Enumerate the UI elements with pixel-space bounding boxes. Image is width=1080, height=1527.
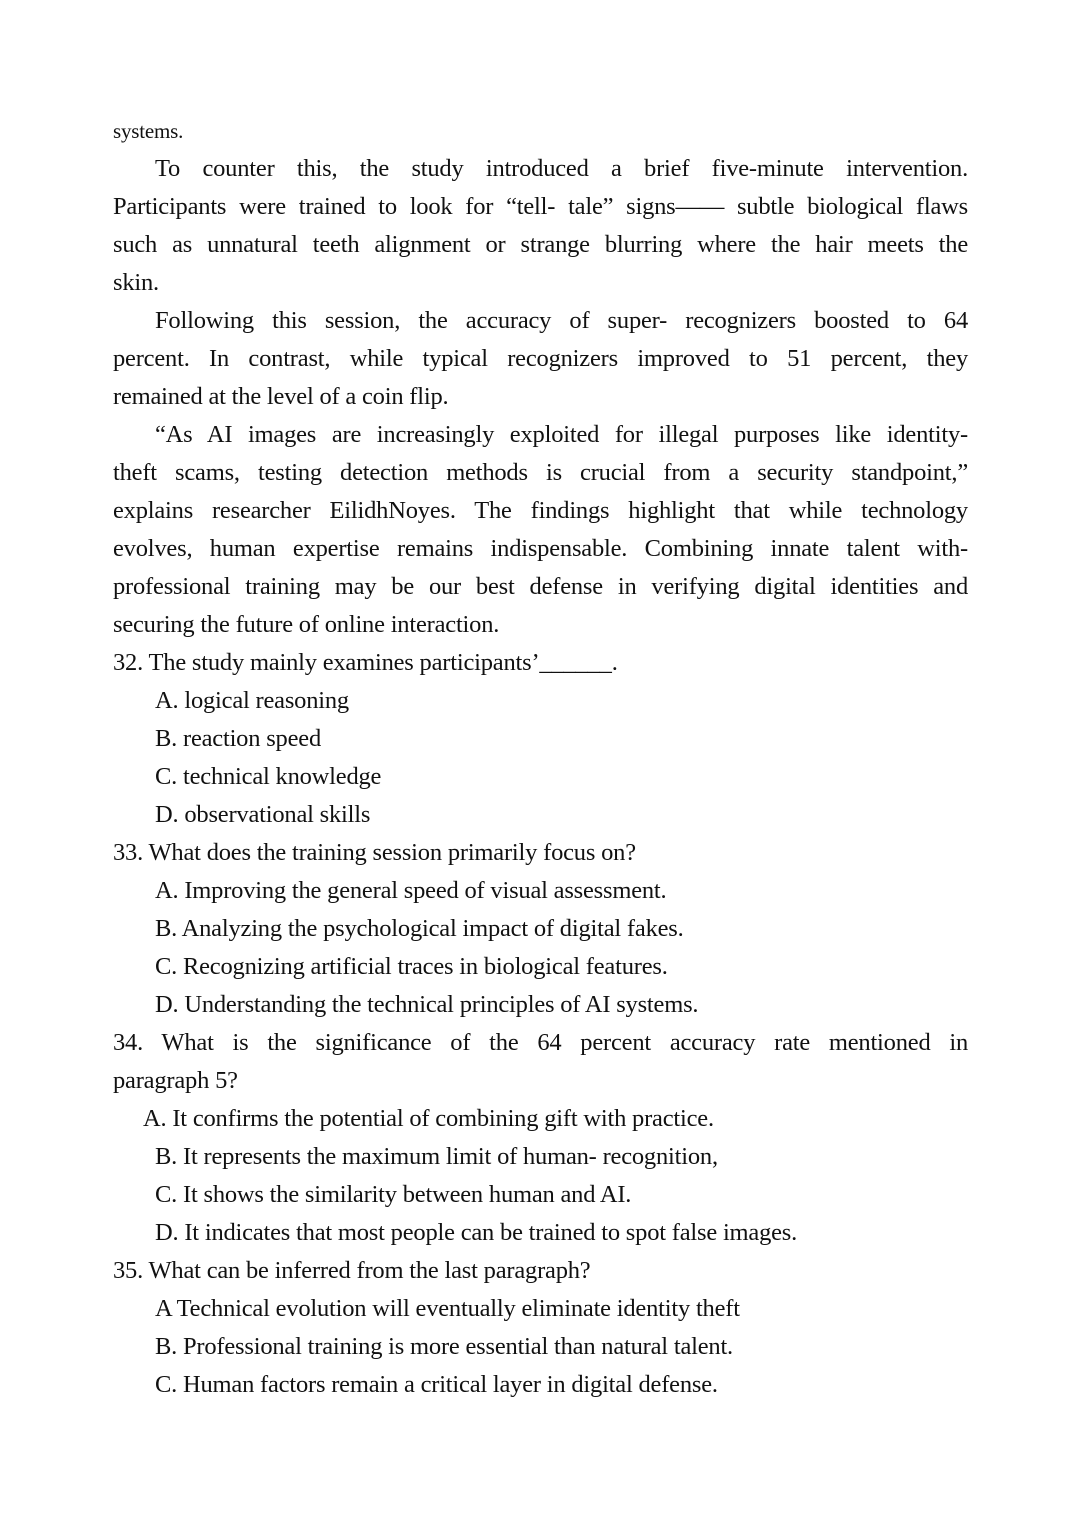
option-d: D. Understanding the technical principles of AI systems. bbox=[155, 991, 699, 1018]
option-c: C. Recognizing artificial traces in biological features. bbox=[155, 953, 668, 980]
option-d: D. observational skills bbox=[155, 801, 371, 828]
question-stem: 35. What can be inferred from the last paragraph? bbox=[113, 1257, 591, 1284]
passage-paragraph-tail: systems. bbox=[113, 119, 184, 143]
passage-paragraph-4 bbox=[113, 150, 968, 302]
question-stem: 32. The study mainly examines participants’______. bbox=[113, 649, 618, 676]
option-b: B. Analyzing the psychological impact of digital fakes. bbox=[155, 915, 684, 942]
option-b: B. It represents the maximum limit of human- recognition, bbox=[155, 1143, 718, 1170]
option-a: A Technical evolution will eventually eliminate identity theft bbox=[155, 1295, 740, 1322]
question-32 bbox=[113, 644, 968, 834]
paragraph-line: Following this session, the accuracy of super- recognizers boosted to 64 bbox=[155, 307, 968, 334]
question-stem: 34. What is the significance of the 64 percent accuracy rate mentioned in bbox=[113, 1029, 968, 1056]
paragraph-line: securing the future of online interaction. bbox=[113, 611, 500, 638]
question-34 bbox=[113, 1024, 968, 1252]
option-a: A. It confirms the potential of combining gift with practice. bbox=[143, 1105, 714, 1132]
option-c: C. It shows the similarity between human and AI. bbox=[155, 1181, 632, 1208]
option-a: A. logical reasoning bbox=[155, 687, 349, 714]
option-c: C. technical knowledge bbox=[155, 763, 382, 790]
paragraph-line: percent. In contrast, while typical recognizers improved to 51 percent, they bbox=[113, 345, 968, 372]
question-stem: 33. What does the training session primarily focus on? bbox=[113, 839, 636, 866]
option-d: D. It indicates that most people can be trained to spot false images. bbox=[155, 1219, 798, 1246]
paragraph-line: To counter this, the study introduced a brief five-minute intervention. bbox=[155, 155, 968, 182]
paragraph-line: professional training may be our best defense in verifying digital identities and bbox=[113, 573, 968, 600]
paragraph-line: explains researcher EilidhNoyes. The findings highlight that while technology bbox=[113, 497, 968, 524]
option-b: B. Professional training is more essential than natural talent. bbox=[155, 1333, 733, 1360]
paragraph-line: such as unnatural teeth alignment or strange blurring where the hair meets the bbox=[113, 231, 968, 258]
document-page bbox=[113, 112, 968, 1404]
passage-paragraph-6 bbox=[113, 416, 968, 644]
question-35 bbox=[113, 1252, 968, 1404]
paragraph-line: skin. bbox=[113, 269, 159, 296]
paragraph-line: remained at the level of a coin flip. bbox=[113, 383, 449, 410]
option-a: A. Improving the general speed of visual assessment. bbox=[155, 877, 667, 904]
question-stem-cont: paragraph 5? bbox=[113, 1067, 238, 1094]
paragraph-line: theft scams, testing detection methods is crucial from a security standpoint,” bbox=[113, 459, 968, 486]
passage-paragraph-5 bbox=[113, 302, 968, 416]
paragraph-line: Participants were trained to look for “tell- tale” signs—— subtle biological flaws bbox=[113, 193, 968, 220]
paragraph-line: evolves, human expertise remains indispensable. Combining innate talent with- bbox=[113, 535, 968, 562]
option-b: B. reaction speed bbox=[155, 725, 321, 752]
option-c: C. Human factors remain a critical layer in digital defense. bbox=[155, 1371, 718, 1398]
question-33 bbox=[113, 834, 968, 1024]
paragraph-line: “As AI images are increasingly exploited for illegal purposes like identity- bbox=[155, 421, 968, 448]
